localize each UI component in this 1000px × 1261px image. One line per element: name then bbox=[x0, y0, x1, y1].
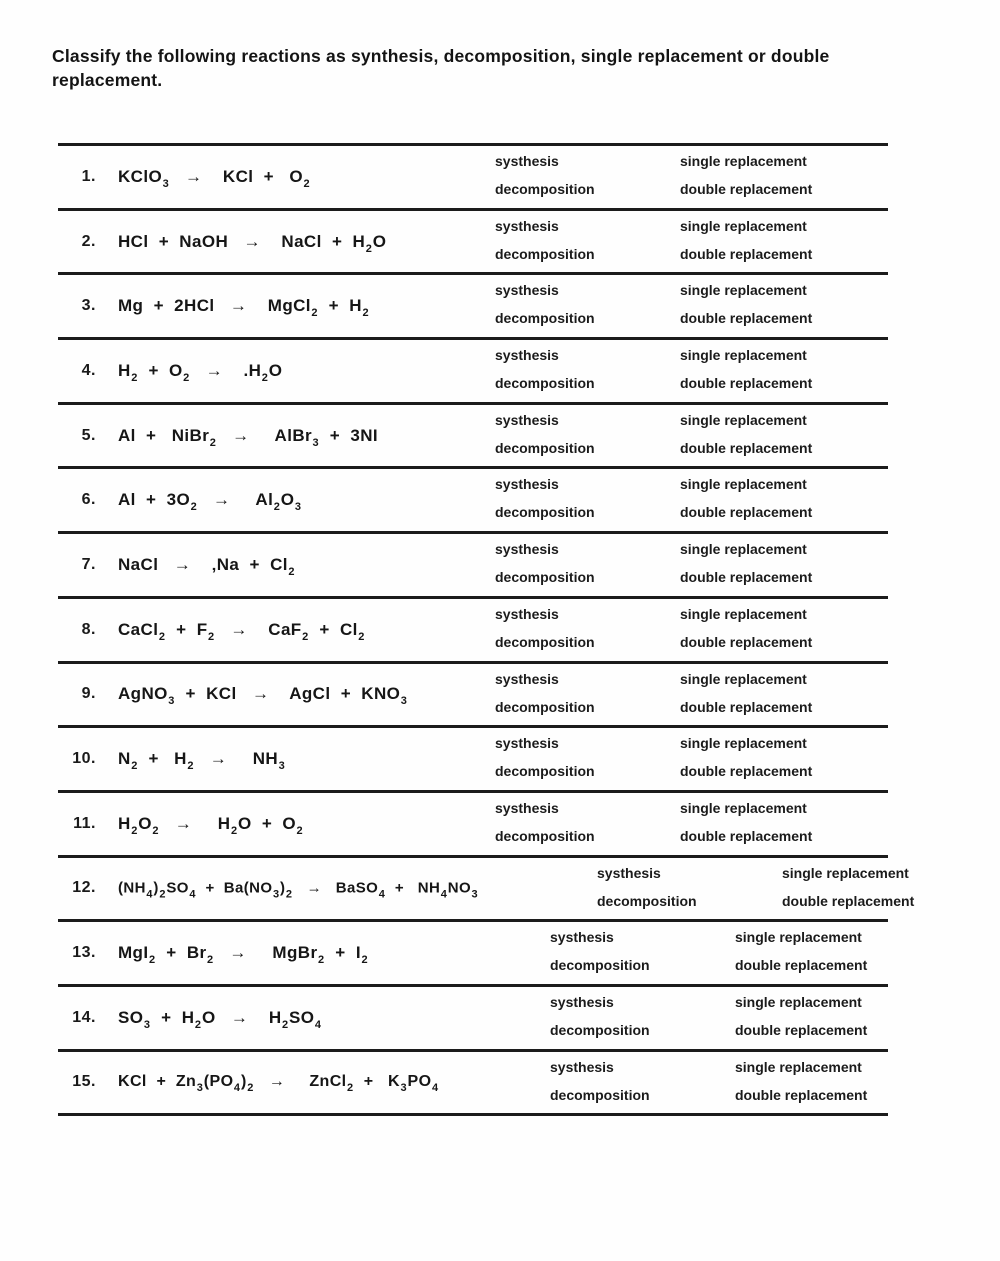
formula-subscript: 2 bbox=[207, 630, 215, 643]
formula-subscript: 3 bbox=[312, 436, 320, 449]
formula-text: ) bbox=[153, 879, 159, 897]
formula-text: ) bbox=[280, 879, 286, 897]
formula-subscript: 2 bbox=[209, 436, 217, 449]
classification-options-left bbox=[495, 604, 595, 653]
option-systhesis[interactable]: systhesis bbox=[495, 282, 559, 299]
classification-options-left bbox=[495, 216, 595, 265]
question-number: 11. bbox=[73, 814, 96, 832]
formula-subscript: 2 bbox=[361, 954, 368, 967]
option-decomposition[interactable]: decomposition bbox=[597, 892, 697, 909]
option-double-replacement[interactable]: double replacement bbox=[680, 633, 813, 650]
option-systhesis[interactable]: systhesis bbox=[495, 541, 559, 558]
formula-subscript: 2 bbox=[362, 307, 369, 320]
classification-table bbox=[58, 143, 915, 1116]
formula-text: + H bbox=[150, 1007, 195, 1027]
formula-subscript: 2 bbox=[190, 501, 198, 514]
option-decomposition[interactable]: decomposition bbox=[495, 181, 595, 197]
reaction-equation bbox=[118, 879, 479, 901]
formula-subscript: 4 bbox=[440, 888, 448, 901]
option-single-replacement[interactable]: single replacement bbox=[680, 799, 807, 816]
classification-options-left bbox=[550, 927, 650, 976]
formula-text: H bbox=[118, 360, 131, 380]
formula-subscript: 2 bbox=[296, 824, 304, 837]
question-number: 14. bbox=[72, 1008, 96, 1026]
option-single-replacement[interactable]: single replacement bbox=[680, 282, 807, 299]
formula-subscript: 3 bbox=[143, 1018, 151, 1031]
formula-subscript: 2 bbox=[365, 242, 373, 255]
classification-options-right bbox=[680, 280, 812, 329]
formula-subscript: 2 bbox=[158, 630, 166, 643]
classification-options-left bbox=[495, 474, 595, 523]
option-double-replacement[interactable]: double replacement bbox=[680, 310, 813, 327]
reaction-equation bbox=[118, 231, 387, 255]
formula-text: → MgBr bbox=[214, 943, 318, 963]
formula-text: N bbox=[118, 749, 131, 769]
option-single-replacement[interactable]: single replacement bbox=[680, 347, 807, 364]
reaction-row bbox=[58, 337, 888, 402]
formula-text: → ZnCl bbox=[254, 1073, 347, 1091]
option-single-replacement[interactable]: single replacement bbox=[680, 670, 807, 687]
option-single-replacement[interactable]: single replacement bbox=[680, 735, 807, 752]
option-systhesis[interactable]: systhesis bbox=[597, 864, 661, 881]
formula-text: AgNO bbox=[118, 684, 168, 704]
option-double-replacement[interactable]: double replacement bbox=[735, 1086, 868, 1103]
option-double-replacement[interactable]: double replacement bbox=[735, 1021, 868, 1038]
formula-text: + I bbox=[325, 943, 361, 963]
option-double-replacement[interactable]: double replacement bbox=[680, 439, 813, 456]
option-double-replacement[interactable]: double replacement bbox=[680, 763, 813, 780]
option-single-replacement[interactable]: single replacement bbox=[782, 864, 909, 881]
option-decomposition[interactable]: decomposition bbox=[550, 1086, 650, 1103]
formula-subscript: 4 bbox=[431, 1082, 439, 1095]
formula-text: Al + NiBr bbox=[118, 425, 210, 445]
option-single-replacement[interactable]: single replacement bbox=[680, 541, 807, 558]
classification-options-left bbox=[495, 798, 595, 847]
option-single-replacement[interactable]: single replacement bbox=[680, 476, 807, 493]
formula-subscript: 2 bbox=[317, 954, 325, 967]
formula-text: O → H bbox=[201, 1007, 282, 1027]
formula-text: Mg + 2HCl → MgCl bbox=[118, 296, 311, 316]
question-number: 7. bbox=[81, 555, 96, 573]
classification-options-right bbox=[680, 151, 812, 200]
option-decomposition[interactable]: decomposition bbox=[495, 698, 595, 715]
classification-options-left bbox=[550, 992, 650, 1041]
formula-text: → CaF bbox=[215, 619, 302, 639]
formula-text: + KCl → AgCl + KNO bbox=[175, 684, 401, 704]
formula-text: O bbox=[268, 360, 283, 380]
formula-text: + NH bbox=[385, 879, 441, 897]
option-decomposition[interactable]: decomposition bbox=[495, 763, 595, 780]
formula-text: (PO bbox=[203, 1073, 234, 1091]
reaction-equation bbox=[118, 554, 295, 578]
formula-subscript: 2 bbox=[152, 824, 159, 837]
question-number: 15. bbox=[72, 1073, 96, 1091]
option-decomposition[interactable]: decomposition bbox=[495, 569, 595, 586]
formula-text: NO bbox=[447, 879, 472, 897]
formula-subscript: 4 bbox=[189, 888, 196, 901]
classification-options-left bbox=[495, 733, 595, 782]
option-decomposition[interactable]: decomposition bbox=[495, 633, 595, 650]
formula-subscript: 2 bbox=[131, 760, 138, 773]
formula-text: NaCl → ‚Na + Cl bbox=[118, 554, 288, 574]
question-number: 12. bbox=[72, 879, 96, 897]
reaction-equation bbox=[118, 360, 283, 384]
formula-text: H bbox=[118, 813, 131, 833]
formula-subscript: 2 bbox=[347, 1082, 354, 1095]
formula-subscript: 3 bbox=[196, 1082, 204, 1095]
question-number: 13. bbox=[72, 944, 96, 962]
option-decomposition[interactable]: decomposition bbox=[495, 375, 595, 392]
formula-text: PO bbox=[407, 1073, 432, 1091]
formula-text: HCl + NaOH → NaCl + H bbox=[118, 231, 366, 251]
option-double-replacement[interactable]: double replacement bbox=[680, 181, 813, 197]
option-systhesis[interactable]: systhesis bbox=[550, 929, 614, 946]
title-line-1: Classify the following reactions as synthesis, decomposition, single replacement or double bbox=[52, 46, 830, 66]
formula-text: → .H bbox=[190, 360, 262, 380]
reaction-row bbox=[58, 661, 888, 726]
option-systhesis[interactable]: systhesis bbox=[550, 1058, 614, 1075]
reaction-row bbox=[58, 1049, 888, 1117]
reaction-row bbox=[58, 596, 888, 661]
classification-options-right bbox=[782, 863, 914, 912]
formula-subscript: 3 bbox=[294, 501, 302, 514]
formula-subscript: 2 bbox=[282, 1018, 289, 1031]
reaction-row bbox=[58, 466, 888, 531]
option-single-replacement[interactable]: single replacement bbox=[680, 605, 807, 622]
option-double-replacement[interactable]: double replacement bbox=[680, 569, 813, 586]
formula-text: → AlBr bbox=[216, 425, 313, 445]
formula-subscript: 3 bbox=[162, 177, 170, 190]
reaction-row bbox=[58, 855, 915, 920]
question-number: 6. bbox=[81, 491, 96, 509]
option-systhesis[interactable]: systhesis bbox=[495, 217, 559, 234]
option-decomposition[interactable]: decomposition bbox=[550, 957, 650, 974]
option-single-replacement[interactable]: single replacement bbox=[680, 411, 807, 428]
reaction-row bbox=[58, 790, 888, 855]
formula-text: + F bbox=[165, 619, 208, 639]
classification-options-left bbox=[495, 280, 595, 329]
formula-text: O bbox=[280, 490, 295, 510]
option-decomposition[interactable]: decomposition bbox=[495, 504, 595, 521]
classification-options-right bbox=[680, 410, 812, 459]
classification-options-right bbox=[735, 1057, 867, 1106]
option-double-replacement[interactable]: double replacement bbox=[680, 504, 813, 521]
formula-subscript: 2 bbox=[159, 888, 166, 901]
option-single-replacement[interactable]: single replacement bbox=[735, 929, 862, 946]
formula-text: KCl + Zn bbox=[118, 1073, 197, 1091]
reaction-row bbox=[58, 984, 888, 1049]
formula-subscript: 3 bbox=[272, 888, 280, 901]
option-single-replacement[interactable]: single replacement bbox=[735, 1058, 862, 1075]
option-double-replacement[interactable]: double replacement bbox=[680, 827, 813, 844]
formula-text: → BaSO bbox=[292, 879, 379, 897]
formula-text: + 3NI bbox=[319, 425, 379, 445]
option-decomposition[interactable]: decomposition bbox=[495, 439, 595, 456]
question-number: 4. bbox=[81, 361, 96, 379]
formula-text: CaCl bbox=[118, 619, 159, 639]
question-number: 3. bbox=[81, 297, 96, 315]
formula-text: SO bbox=[289, 1007, 315, 1027]
classification-options-right bbox=[735, 927, 867, 976]
question-number: 5. bbox=[81, 426, 96, 444]
formula-subscript: 4 bbox=[146, 888, 153, 901]
classification-options-left bbox=[495, 151, 595, 200]
formula-text: → Al bbox=[197, 490, 274, 510]
formula-subscript: 2 bbox=[288, 565, 295, 578]
formula-subscript: 2 bbox=[183, 371, 190, 384]
classification-options-right bbox=[680, 669, 812, 718]
formula-subscript: 3 bbox=[278, 760, 286, 773]
formula-subscript: 2 bbox=[194, 1018, 202, 1031]
reaction-equation bbox=[118, 1007, 322, 1031]
formula-subscript: 2 bbox=[285, 888, 293, 901]
formula-subscript: 2 bbox=[273, 501, 281, 514]
question-number: 1. bbox=[81, 167, 96, 185]
reaction-equation bbox=[118, 490, 302, 514]
formula-subscript: 2 bbox=[207, 954, 214, 967]
formula-subscript: 2 bbox=[358, 630, 365, 643]
formula-subscript: 2 bbox=[131, 371, 138, 384]
formula-text: → NH bbox=[194, 749, 279, 769]
formula-subscript: 2 bbox=[131, 824, 138, 837]
classification-options-right bbox=[735, 992, 867, 1041]
option-systhesis[interactable]: systhesis bbox=[495, 153, 559, 169]
title-line-2: replacement. bbox=[52, 70, 163, 90]
option-systhesis[interactable]: systhesis bbox=[495, 799, 559, 816]
classification-options-left bbox=[495, 669, 595, 718]
question-number: 10. bbox=[72, 750, 96, 768]
formula-text: Al + 3O bbox=[118, 490, 191, 510]
option-systhesis[interactable]: systhesis bbox=[495, 411, 559, 428]
option-double-replacement[interactable]: double replacement bbox=[735, 957, 868, 974]
classification-options-right bbox=[680, 798, 812, 847]
reaction-equation bbox=[118, 296, 369, 320]
formula-text: + Ba(NO bbox=[196, 879, 273, 897]
formula-subscript: 2 bbox=[261, 371, 269, 384]
option-double-replacement[interactable]: double replacement bbox=[782, 892, 915, 909]
classification-options-left bbox=[495, 410, 595, 459]
formula-subscript: 4 bbox=[314, 1018, 322, 1031]
option-double-replacement[interactable]: double replacement bbox=[680, 698, 813, 715]
formula-text: MgI bbox=[118, 943, 149, 963]
reaction-row bbox=[58, 208, 888, 273]
formula-subscript: 3 bbox=[400, 1082, 408, 1095]
question-number: 2. bbox=[81, 232, 96, 250]
formula-text: + K bbox=[354, 1073, 400, 1091]
formula-text: → H bbox=[159, 813, 231, 833]
reaction-equation bbox=[118, 425, 379, 449]
classification-options-right bbox=[680, 539, 812, 588]
formula-subscript: 2 bbox=[311, 307, 318, 320]
option-systhesis[interactable]: systhesis bbox=[495, 605, 559, 622]
option-decomposition[interactable]: decomposition bbox=[495, 310, 595, 327]
formula-subscript: 2 bbox=[303, 177, 310, 190]
formula-text: O bbox=[372, 231, 387, 251]
option-systhesis[interactable]: systhesis bbox=[495, 347, 559, 364]
option-systhesis[interactable]: systhesis bbox=[495, 670, 559, 687]
formula-subscript: 4 bbox=[378, 888, 386, 901]
classification-options-right bbox=[680, 604, 812, 653]
formula-text: + H bbox=[318, 296, 362, 316]
formula-text: + Br bbox=[156, 943, 207, 963]
option-double-replacement[interactable]: double replacement bbox=[680, 375, 813, 392]
formula-subscript: 4 bbox=[233, 1082, 241, 1095]
formula-subscript: 2 bbox=[187, 760, 194, 773]
classification-options-left bbox=[495, 345, 595, 394]
reaction-equation bbox=[118, 749, 286, 773]
option-decomposition[interactable]: decomposition bbox=[550, 1021, 650, 1038]
option-double-replacement[interactable]: double replacement bbox=[680, 245, 813, 262]
classification-options-left bbox=[597, 863, 697, 912]
reaction-equation bbox=[118, 943, 369, 967]
formula-subscript: 3 bbox=[471, 888, 479, 901]
reaction-row bbox=[58, 531, 888, 596]
formula-text: O + O bbox=[237, 813, 297, 833]
reaction-row bbox=[58, 143, 888, 208]
classification-options-left bbox=[495, 539, 595, 588]
option-systhesis[interactable]: systhesis bbox=[495, 476, 559, 493]
question-number: 9. bbox=[81, 685, 96, 703]
reaction-equation bbox=[118, 619, 365, 643]
formula-subscript: 2 bbox=[247, 1082, 254, 1095]
option-decomposition[interactable]: decomposition bbox=[495, 245, 595, 262]
classification-options-right bbox=[680, 733, 812, 782]
formula-text: + Cl bbox=[309, 619, 358, 639]
formula-subscript: 2 bbox=[230, 824, 238, 837]
option-decomposition[interactable]: decomposition bbox=[495, 827, 595, 844]
formula-subscript: 3 bbox=[168, 695, 175, 708]
reaction-equation bbox=[118, 684, 408, 708]
reaction-row bbox=[58, 272, 888, 337]
formula-subscript: 2 bbox=[148, 954, 156, 967]
option-single-replacement[interactable]: single replacement bbox=[735, 993, 862, 1010]
formula-text: (NH bbox=[118, 879, 146, 897]
page-title bbox=[52, 44, 902, 92]
reaction-row bbox=[58, 725, 888, 790]
reaction-equation bbox=[118, 166, 310, 190]
classification-options-right bbox=[680, 216, 812, 265]
formula-text: → KCl + O bbox=[169, 166, 303, 186]
formula-text: KClO bbox=[118, 166, 163, 186]
classification-options-right bbox=[680, 345, 812, 394]
reaction-equation bbox=[118, 813, 304, 837]
reaction-row bbox=[58, 402, 888, 467]
formula-subscript: 3 bbox=[400, 695, 408, 708]
option-single-replacement[interactable]: single replacement bbox=[680, 153, 807, 169]
reaction-equation bbox=[118, 1073, 439, 1095]
reaction-row bbox=[58, 919, 888, 984]
option-systhesis[interactable]: systhesis bbox=[495, 735, 559, 752]
formula-text: ) bbox=[240, 1073, 247, 1091]
formula-text: + H bbox=[138, 749, 187, 769]
option-systhesis[interactable]: systhesis bbox=[550, 993, 614, 1010]
formula-text: SO bbox=[118, 1007, 144, 1027]
classification-options-right bbox=[680, 474, 812, 523]
formula-subscript: 2 bbox=[302, 630, 309, 643]
formula-text: O bbox=[138, 813, 152, 833]
formula-text: SO bbox=[166, 879, 189, 897]
formula-text: + O bbox=[138, 360, 183, 380]
classification-options-left bbox=[550, 1057, 650, 1106]
option-single-replacement[interactable]: single replacement bbox=[680, 217, 807, 234]
question-number: 8. bbox=[81, 620, 96, 638]
